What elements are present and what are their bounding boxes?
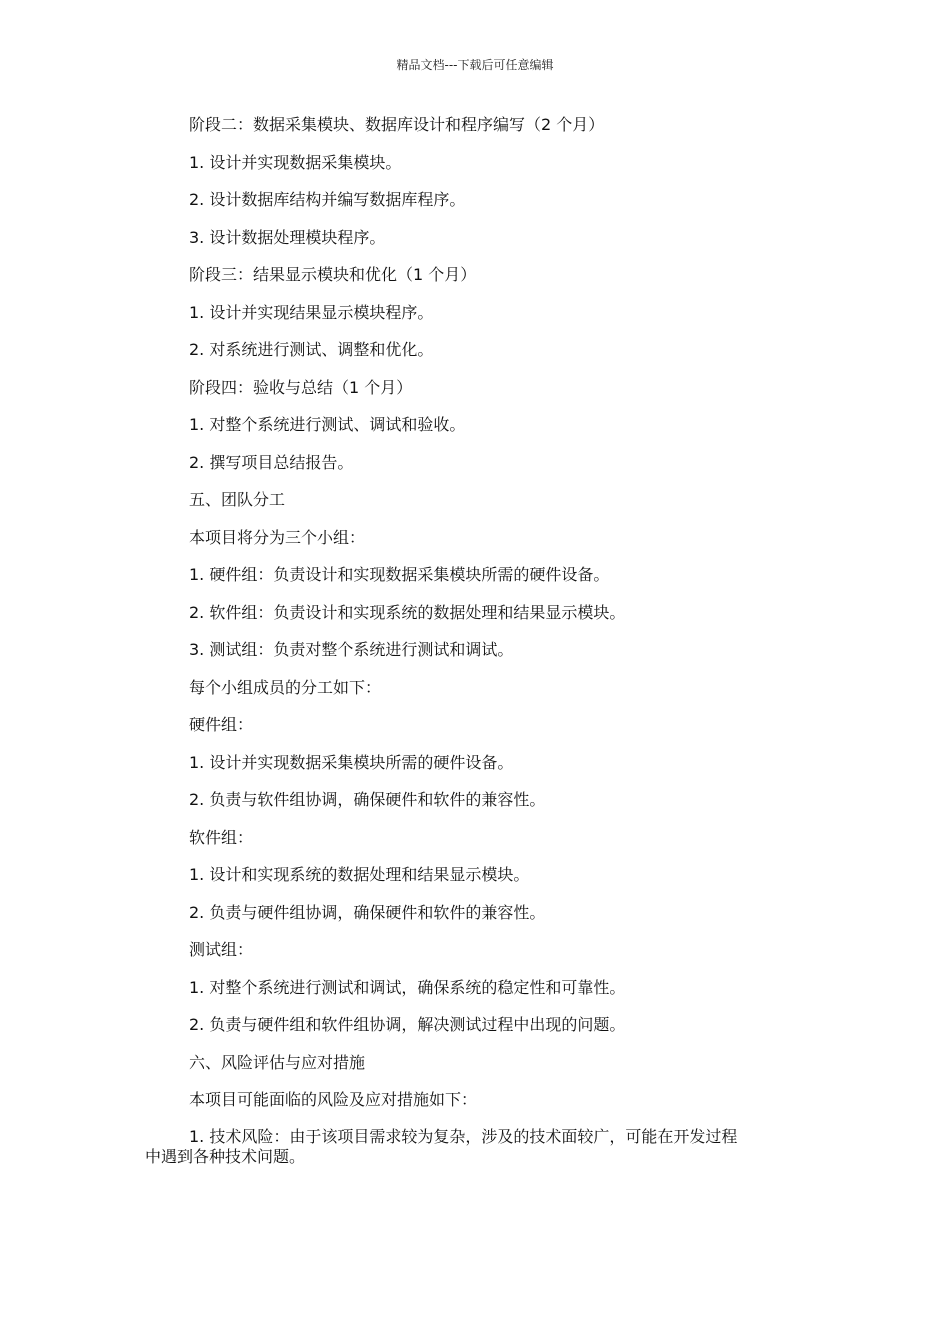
list-item: 3. 设计数据处理模块程序。 <box>189 227 386 247</box>
list-item: 2. 对系统进行测试、调整和优化。 <box>189 340 434 359</box>
list-item: 2. 软件组：负责设计和实现系统的数据处理和结果显示模块。 <box>189 602 626 622</box>
list-item: 2. 负责与硬件组和软件组协调，解决测试过程中出现的问题。 <box>189 1015 626 1034</box>
list-item: 1. 设计并实现数据采集模块。 <box>189 152 402 172</box>
paragraph: 每个小组成员的分工如下： <box>189 677 382 697</box>
list-item: 2. 设计数据库结构并编写数据库程序。 <box>189 190 466 209</box>
group-label: 测试组： <box>189 940 254 959</box>
phase-heading: 阶段二：数据采集模块、数据库设计和程序编写（2 个月） <box>189 115 605 134</box>
group-label: 软件组： <box>189 827 254 847</box>
paragraph: 本项目可能面临的风险及应对措施如下： <box>189 1090 478 1109</box>
section-heading: 六、风险评估与应对措施 <box>189 1052 366 1072</box>
list-item: 3. 测试组：负责对整个系统进行测试和调试。 <box>189 640 514 659</box>
group-label: 硬件组： <box>189 715 254 734</box>
list-item: 1. 对整个系统进行测试和调试，确保系统的稳定性和可靠性。 <box>189 977 626 997</box>
risk-paragraph-line-1: 1. 技术风险：由于该项目需求较为复杂，涉及的技术面较广，可能在开发过程 <box>189 1126 738 1146</box>
risk-paragraph-line-2: 中遇到各种技术问题。 <box>145 1146 306 1166</box>
list-item: 2. 撰写项目总结报告。 <box>189 452 354 472</box>
list-item: 1. 设计并实现结果显示模块程序。 <box>189 302 434 322</box>
phase-heading: 阶段四：验收与总结（1 个月） <box>189 377 413 397</box>
list-item: 1. 设计和实现系统的数据处理和结果显示模块。 <box>189 865 530 884</box>
list-item: 2. 负责与硬件组协调，确保硬件和软件的兼容性。 <box>189 902 546 922</box>
list-item: 1. 设计并实现数据采集模块所需的硬件设备。 <box>189 752 514 772</box>
list-item: 2. 负责与软件组协调，确保硬件和软件的兼容性。 <box>189 790 546 809</box>
paragraph: 本项目将分为三个小组： <box>189 527 366 547</box>
list-item: 1. 硬件组：负责设计和实现数据采集模块所需的硬件设备。 <box>189 565 610 584</box>
phase-heading: 阶段三：结果显示模块和优化（1 个月） <box>189 265 477 284</box>
page-header: 精品文档---下载后可任意编辑 <box>396 58 554 72</box>
risk-paragraph <box>145 1127 805 1167</box>
list-item: 1. 对整个系统进行测试、调试和验收。 <box>189 415 466 434</box>
document-body <box>145 114 805 1167</box>
section-heading: 五、团队分工 <box>189 490 286 509</box>
